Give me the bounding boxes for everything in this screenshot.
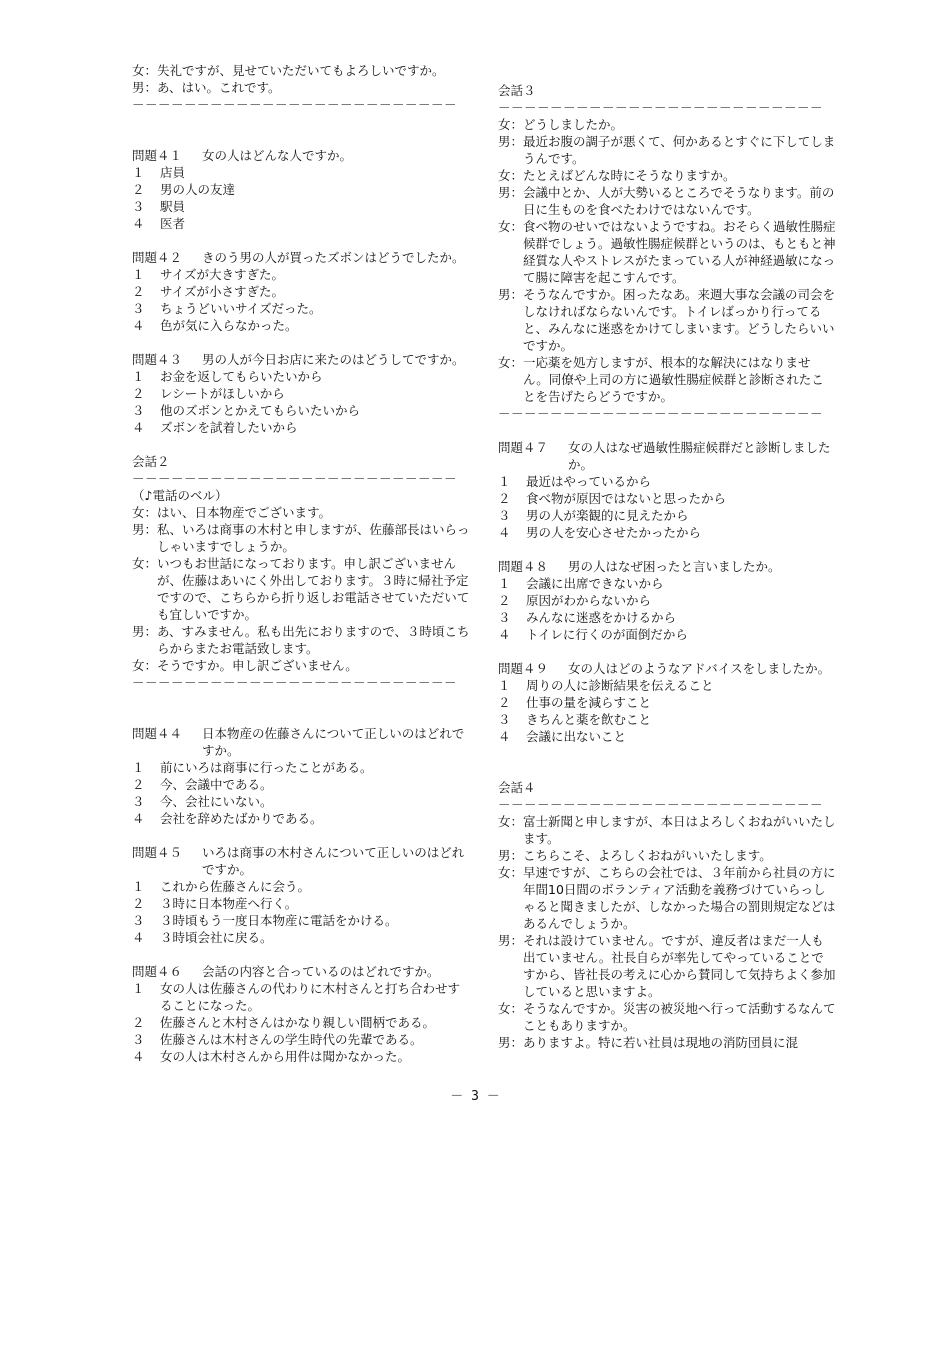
question-43 bbox=[132, 351, 470, 436]
question-number: 問題４６ bbox=[132, 964, 183, 979]
divider-rule: －－－－－－－－－－－－－－－－－－－－－－－－－ bbox=[132, 471, 458, 486]
conversation-4 bbox=[498, 779, 836, 1051]
option: ３ 駅員 bbox=[132, 199, 186, 214]
option: １ 周りの人に診断結果を伝えること bbox=[498, 678, 714, 693]
option: ４ トイレに行くのが面倒だから bbox=[498, 627, 688, 642]
option: １ 店員 bbox=[132, 165, 186, 180]
right-column bbox=[498, 82, 836, 1051]
question-number: 問題４９ bbox=[498, 661, 549, 676]
question-45 bbox=[132, 844, 470, 946]
intro-dialogue bbox=[132, 62, 470, 113]
dialogue-line: 女 ： そうなんですか。災害の被災地へ行って活動するなんてこともありますか。 bbox=[498, 1001, 836, 1033]
dialogue-line: 男 ： あ、すみません。私も出先におりますので、３時頃こちらからまたお電話致します。 bbox=[132, 624, 470, 656]
question-41 bbox=[132, 147, 470, 232]
question-number: 問題４８ bbox=[498, 559, 549, 574]
question-text: 女の人はどんな人ですか。 bbox=[202, 148, 353, 163]
option: １ これから佐藤さんに会う。 bbox=[132, 879, 311, 894]
dialogue-line: 女 ： いつもお世話になっております。申し訳ございませんが、佐藤はあいにく外出しております。３時に帰社予定ですので、こちらから折り返しお電話させていただいても宜しいですか。 bbox=[132, 556, 470, 622]
option: １ お金を返してもらいたいから bbox=[132, 369, 323, 384]
conversation-3 bbox=[498, 82, 836, 422]
divider-rule: －－－－－－－－－－－－－－－－－－－－－－－－－ bbox=[498, 100, 824, 115]
dialogue-line: 女 ： どうしましたか。 bbox=[498, 117, 624, 132]
speaker: 男 bbox=[132, 80, 145, 95]
dialogue-line: 男 ： そうなんですか。困ったなあ。来週大事な会議の司会をしなければならないんです。トイレばっかり行ってると、みんなに迷惑をかけてしまいます。どうしたらいいですか。 bbox=[498, 287, 836, 353]
question-text: 日本物産の佐藤さんについて正しいのはどれですか。 bbox=[202, 726, 465, 758]
option: ３ 佐藤さんは木村さんの学生時代の先輩である。 bbox=[132, 1032, 423, 1047]
option: ３ 男の人が楽観的に見えたから bbox=[498, 508, 689, 523]
dialogue-line: 女 ： 一応薬を処方しますが、根本的な解決にはなりません。同僚や上司の方に過敏性腸症候群と診断されたことを告げたらどうですか。 bbox=[498, 355, 824, 404]
question-number: 問題４５ bbox=[132, 845, 183, 860]
dialogue-line: 男 ： 最近お腹の調子が悪くて、何かあるとすぐに下してしまうんです。 bbox=[498, 134, 836, 166]
question-49 bbox=[498, 660, 836, 745]
dialogue-line: 男 ： 会議中とか、人が大勢いるところでそうなります。前の日に生ものを食べたわけではないんです。 bbox=[498, 185, 835, 217]
option: ３ ちょうどいいサイズだった。 bbox=[132, 301, 322, 316]
divider-rule: －－－－－－－－－－－－－－－－－－－－－－－－－ bbox=[132, 675, 458, 690]
option: ４ 女の人は木村さんから用件は聞かなかった。 bbox=[132, 1049, 411, 1064]
dialogue-line: 女 ： 失礼ですが、見せていただいてもよろしいですか。 bbox=[132, 62, 470, 79]
option: ３ みんなに迷惑をかけるから bbox=[498, 610, 677, 625]
question-number: 問題４７ bbox=[498, 440, 549, 455]
option: ４ ズボンを試着したいから bbox=[132, 420, 298, 435]
option: ４ 医者 bbox=[132, 216, 186, 231]
option: ４ 会社を辞めたばかりである。 bbox=[132, 811, 323, 826]
dialogue-line: 男 ： 私、いろは商事の木村と申しますが、佐藤部長はいらっしゃいますでしょうか。 bbox=[132, 522, 470, 554]
question-text: 会話の内容と合っているのはどれですか。 bbox=[202, 964, 440, 979]
option: ２ 佐藤さんと木村さんはかなり親しい間柄である。 bbox=[132, 1015, 436, 1030]
option: ２ 男の人の友達 bbox=[132, 182, 236, 197]
option: ２ 食べ物が原因ではないと思ったから bbox=[498, 491, 727, 506]
option: ２ 原因がわからないから bbox=[498, 593, 652, 608]
option: ２ サイズが小さすぎた。 bbox=[132, 284, 285, 299]
utterance: 失礼ですが、見せていただいてもよろしいですか。 bbox=[157, 63, 445, 78]
section-title: 会話２ bbox=[132, 454, 170, 469]
dialogue-line: 女 ： そうですか。申し訳ございません。 bbox=[132, 658, 358, 673]
option: １ サイズが大きすぎた。 bbox=[132, 267, 285, 282]
question-number: 問題４４ bbox=[132, 726, 183, 741]
question-48 bbox=[498, 558, 836, 643]
stage-direction: （♪電話のベル） bbox=[132, 488, 228, 503]
dialogue-line: 男 ： それは設けていません。ですが、違反者はまだ一人も出ていません。社長自らが率先してやっていることですから、皆社長の考えに心から賛同して気持ちよく参加していると思いますよ。 bbox=[498, 933, 836, 999]
option: ２ レシートがほしいから bbox=[132, 386, 285, 401]
question-42 bbox=[132, 249, 470, 334]
conversation-2 bbox=[132, 453, 470, 691]
question-44 bbox=[132, 725, 470, 827]
dialogue-line: 男 ： ありますよ。特に若い社員は現地の消防団員に混 bbox=[498, 1035, 799, 1050]
question-number: 問題４３ bbox=[132, 352, 183, 367]
divider-rule: －－－－－－－－－－－－－－－－－－－－－－－－－ bbox=[498, 797, 824, 812]
option: １ 最近はやっているから bbox=[498, 474, 652, 489]
dialogue-line: 女 ： たとえばどんな時にそうなりますか。 bbox=[498, 168, 736, 183]
question-text: 男の人はなぜ困ったと言いましたか。 bbox=[568, 559, 781, 574]
option: ３ きちんと薬を飲むこと bbox=[498, 712, 652, 727]
option: ４ 色が気に入らなかった。 bbox=[132, 318, 298, 333]
question-46 bbox=[132, 963, 470, 1065]
question-text: いろは商事の木村さんについて正しいのはどれですか。 bbox=[202, 845, 465, 877]
page-number: － 3 － bbox=[450, 1089, 500, 1104]
option: ４ 会議に出ないこと bbox=[498, 729, 627, 744]
dialogue-line: 女 ： はい、日本物産でございます。 bbox=[132, 505, 332, 520]
divider-rule: －－－－－－－－－－－－－－－－－－－－－－－－－ bbox=[498, 406, 824, 421]
option: ３ 今、会社にいない。 bbox=[132, 794, 273, 809]
question-text: きのう男の人が買ったズボンはどうでしたか。 bbox=[202, 250, 465, 265]
option: ２ ３時に日本物産へ行く。 bbox=[132, 896, 298, 911]
section-title: 会話３ bbox=[498, 83, 536, 98]
utterance: あ、はい。これです。 bbox=[157, 80, 281, 95]
option: ３ 他のズボンとかえてもらいたいから bbox=[132, 403, 361, 418]
question-47 bbox=[498, 439, 836, 541]
dialogue-line: 女 ： 富士新聞と申しますが、本日はよろしくおねがいいたします。 bbox=[498, 814, 836, 846]
question-text: 女の人はどのようなアドバイスをしましたか。 bbox=[568, 661, 831, 676]
dialogue-line: 男 ： あ、はい。これです。 bbox=[132, 79, 470, 96]
question-number: 問題４２ bbox=[132, 250, 183, 265]
left-column bbox=[132, 62, 470, 1065]
dialogue-line: 女 ： 食べ物のせいではないようですね。おそらく過敏性腸症候群でしょう。過敏性腸症候群というのは、もともと神経質な人やストレスがたまっている人が神経過敏になって腸に障害を起こすんです。 bbox=[498, 219, 836, 285]
question-number: 問題４１ bbox=[132, 148, 183, 163]
option: ２ 今、会議中である。 bbox=[132, 777, 273, 792]
section-title: 会話４ bbox=[498, 780, 536, 795]
question-text: 男の人が今日お店に来たのはどうしてですか。 bbox=[202, 352, 465, 367]
option: １ 女の人は佐藤さんの代わりに木村さんと打ち合わせすることになった。 bbox=[132, 981, 461, 1013]
divider-rule: －－－－－－－－－－－－－－－－－－－－－－－－－ bbox=[132, 97, 458, 112]
option: １ 会議に出席できないから bbox=[498, 576, 664, 591]
option: ２ 仕事の量を減らすこと bbox=[498, 695, 652, 710]
option: ３ ３時頃もう一度日本物産に電話をかける。 bbox=[132, 913, 398, 928]
question-text: 女の人はなぜ過敏性腸症候群だと診断しましたか。 bbox=[568, 440, 831, 472]
option: １ 前にいろは商事に行ったことがある。 bbox=[132, 760, 373, 775]
speaker: 女 bbox=[132, 63, 145, 78]
option: ４ ３時頃会社に戻る。 bbox=[132, 930, 273, 945]
dialogue-line: 男 ： こちらこそ、よろしくおねがいいたします。 bbox=[498, 848, 772, 863]
option: ４ 男の人を安心させたかったから bbox=[498, 525, 702, 540]
dialogue-line: 女 ： 早速ですが、こちらの会社では、３年前から社員の方に年間10日間のボランティア活動を義務づけていらっしゃると聞きましたが、しなかった場合の罰則規定などはあるんでしょうか。 bbox=[498, 865, 836, 931]
